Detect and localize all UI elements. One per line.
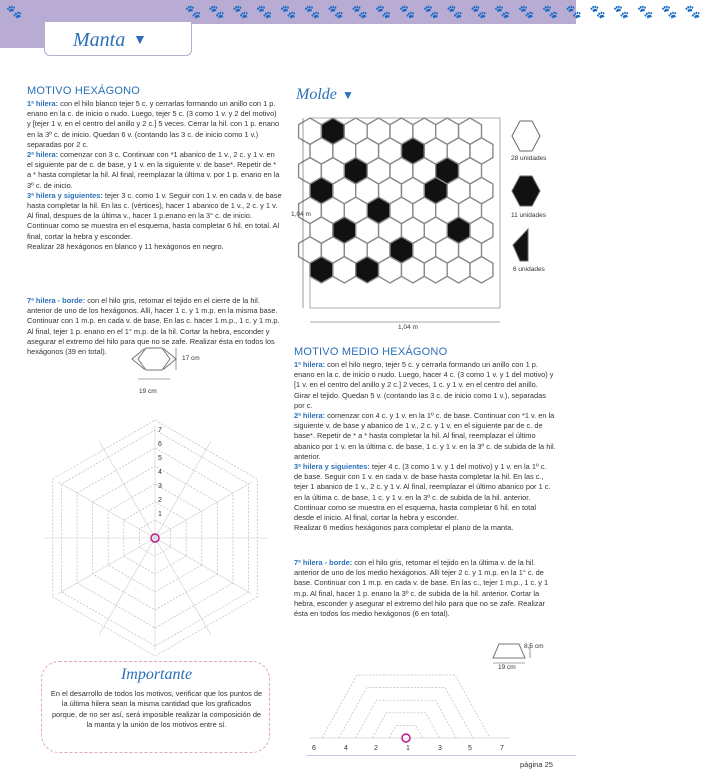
triangle-down-icon: ▼	[342, 88, 354, 102]
header-left-bar	[0, 24, 44, 48]
row3-text: tejer 3 c. como 1 v. Seguir con 1 v. en cada v. de base hasta completar la hil. En las c. (vértices), hacer 1 abanico de 1 v., 2 c. y 1 v. Al final, despues de la última v., hacer 1 p.enano en la 3° c. de inicio. Continuar como se muestra en el esquema, hasta completar 6 hil. en total. Al final, cortar la hebra y esconder.	[27, 190, 282, 241]
row1-label: 1ª hilera:	[27, 99, 59, 108]
half-height-label: 8,5 cm	[524, 643, 544, 650]
chart-row-number: 2	[158, 497, 162, 504]
row7-label: 7ª hilera - borde:	[27, 296, 86, 305]
half-row3-label: 3ª hilera y siguientes:	[294, 462, 370, 472]
black-units-label: 11 unidades	[511, 212, 546, 219]
triangle-down-icon: ▼	[133, 31, 147, 47]
header-band	[0, 0, 703, 24]
title-tab	[44, 22, 192, 56]
white-units-label: 28 unidades	[511, 155, 547, 162]
half-chart-row-number: 5	[468, 745, 472, 752]
half-row7-text: con el hilo gris, retomar el tejido en la última v. de la hil. anterior de uno de los medio hexágonos. Allí tejer 2 c. y 1 m.p. en la 1° c. de base. Continuar con 1 m.p. en cada v. de base. En las c., tejer 1 m.p., 1 c. y 1 m.p. Al final, hacer 1 p. enano la 3º c. de subida de la hil. anterior. Cortar la hebra, esconder y asegurar el extremo del hilo para que no se zafe. Realizar ésta en todos los medio hexágonos (6 en total).	[294, 558, 549, 619]
half-quantity-note: Realizar 6 medios hexágonos para completar el plano de la manta.	[294, 523, 514, 533]
black-hexagon	[356, 257, 379, 283]
chart-row-number: 4	[158, 469, 162, 476]
page-title: Manta	[73, 29, 126, 51]
half-row2-text: comenzar con 4 c. y 1 v. en la 1º c. de base. Continuar con *1 v. en la siguiente v. de base y abanico de 1 v., 2 c. y 1 v. en el siguiente par de c. de base*. Repetir de * a * hasta completar la hil. Al final, reemplazar el último abanico por 1 v. en la última c. de base, 1 c. y 1 v. en la 3º c. de subida de la hil. anterior.	[294, 411, 556, 461]
page-number: página 25	[520, 760, 553, 769]
hexagon-width-label: 19 cm	[139, 388, 157, 395]
half-hexagon-icon	[513, 229, 528, 261]
half-chart-row-number: 6	[312, 745, 316, 752]
mold-width-label: 1,04 m	[398, 324, 418, 331]
hexagon-crochet-chart	[28, 420, 282, 660]
white-hexagon	[470, 257, 493, 283]
half-units-label: 6 unidades	[513, 266, 545, 273]
white-hexagon	[447, 257, 470, 283]
mold-height-label: 1,04 m	[291, 211, 311, 218]
white-hexagon	[424, 257, 447, 283]
row1-text: con el hilo blanco tejer 5 c. y cerrarlas formando un anillo con 1 p. enano en la c. de inicio o nudo. Luego, tejer 5 c. (3 como 1 v. y 2 del motivo) y [tejer 1 v. en el centro del anillo y 2 c.] 5 veces. Cerrar la hil. con 1 p. enano en la 3º c. de inicio. Quedan 6 v. (contando las 3 c. de inicio como 1 v.) separadas por 2 c.	[27, 99, 280, 149]
white-hexagon-icon	[512, 121, 540, 151]
half-row7-label: 7ª hilera - borde:	[294, 558, 353, 567]
white-hexagon	[333, 257, 356, 283]
half-hexagon-crochet-chart	[300, 662, 530, 752]
row2-label: 2ª hilera:	[27, 150, 59, 160]
important-box	[41, 661, 270, 753]
half-chart-row-number: 7	[500, 745, 504, 752]
half-row1-text: con el hilo negro, tejer 5 c. y cerrarla formando un anillo con 1 p. enano en la c. de inicio o nudo. Luego, hacer 4 c. (3 como 1 v. y 1 del motivo) y [1 v. en el centro del anillo y 2 c.] 2 veces, 1 c. y 1 v. en el centro del anillo. Girar el tejido. Quedan 5 v. (contando las 3 c. de inicio como 1 v.), separadas por c.	[294, 360, 554, 410]
half-chart-round	[322, 675, 490, 738]
blanket-layout-diagram	[300, 108, 510, 333]
half-row3-text: tejer 4 c. (3 como 1 v. y 1 del motivo) y 1 v. en la 1º c. de base. Seguir con 1 v. en cada v. de base hasta completar la hil. En las c., tejer 1 abanico de 1 v., 2 c. y 1 v. Al final, reemplazar el último abanico por 1 c. en la última c. de base, 1 c. y 1 v. en la 3º c. de subida de la hil. anterior. Continuar como se muestra en el esquema, hasta completar 6 hil. en total desde el inicio. Al final, cortar la hebra y esconder.	[294, 462, 551, 523]
black-hexagon-icon	[512, 176, 540, 206]
quantity-note: Realizar 28 hexágonos en blanco y 11 hexágonos en negro.	[27, 241, 224, 251]
half-hexagon-section-title: MOTIVO MEDIO HEXÁGONO	[294, 346, 448, 358]
chart-row-number: 6	[158, 441, 162, 448]
half-row1-label: 1ª hilera:	[294, 360, 326, 369]
row2-text: comenzar con 3 c. Continuar con *1 abanico de 1 v., 2 c. y 1 v. en el siguiente par de c. de base, y 1 v. en la siguiente v. de base*. Repetir de * a * hasta completar la hil. Al final, reemplazar la última v. por 1 p. enano en la 3º c. de inicio.	[27, 150, 280, 190]
black-hexagon	[310, 257, 333, 283]
half-chart-row-number: 3	[438, 745, 442, 752]
footer-rule	[306, 755, 576, 756]
half-chart-round	[339, 688, 473, 738]
half-width-label: 19 cm	[498, 664, 516, 671]
chart-row-number: 7	[158, 427, 162, 434]
mold-title: Molde	[296, 86, 337, 103]
unit-icons	[510, 118, 550, 268]
paw-print-icon: 🐾	[6, 4, 23, 19]
chart-row-number: 3	[158, 483, 162, 490]
half-hexagon-instructions	[294, 360, 556, 533]
hexagon-section-title: MOTIVO HEXÁGONO	[27, 85, 141, 97]
half-chart-row-number: 4	[344, 745, 348, 752]
important-text: En el desarrollo de todos los motivos, verificar que los puntos de la última hilera sean la misma cantidad que los graficados porque, de no ser así, será imposible realizar la composición de la manta y la unión de los motivos entre sí.	[50, 689, 263, 730]
white-hexagon	[402, 257, 425, 283]
chart-row-number: 5	[158, 455, 162, 462]
half-chart-row-number: 2	[374, 745, 378, 752]
half-chart-row-number: 1	[406, 745, 410, 752]
important-title: Importante	[120, 666, 193, 683]
half-chart-round	[389, 725, 423, 738]
half-row2-label: 2ª hilera:	[294, 411, 326, 421]
hexagon-height-label: 17 cm	[182, 355, 200, 362]
half-hexagon-border-instructions	[294, 558, 556, 619]
hexagon-instructions	[27, 99, 282, 252]
row7-text: con el hilo gris, retomar el tejido en el cierre de la hil. anterior de uno de los hexágonos. Allí, hacer 1 c. y 1 m.p. en la misma base. Continuar con 1 m.p. en cada v. de base. En las c. hacer 1 m.p., 1 c. y 1 m.p. Al final, tejer 1 p. enano en el 1° m.p. de la hil. Cortar la hebra, esconder y asegurar el extremo del hilo para que no se zafe. Realizar ésta en todos los hexágonos (39 en total).	[27, 296, 280, 357]
paw-prints-decoration: 🐾 🐾 🐾 🐾 🐾 🐾 🐾 🐾 🐾 🐾 🐾 🐾 🐾 🐾 🐾 🐾 🐾 🐾 🐾 🐾 🐾 🐾	[185, 4, 703, 19]
row3-label: 3ª hilera y siguientes:	[27, 190, 103, 200]
half-chart-round	[356, 700, 457, 738]
chart-row-number: 1	[158, 511, 162, 518]
white-hexagon	[379, 257, 402, 283]
